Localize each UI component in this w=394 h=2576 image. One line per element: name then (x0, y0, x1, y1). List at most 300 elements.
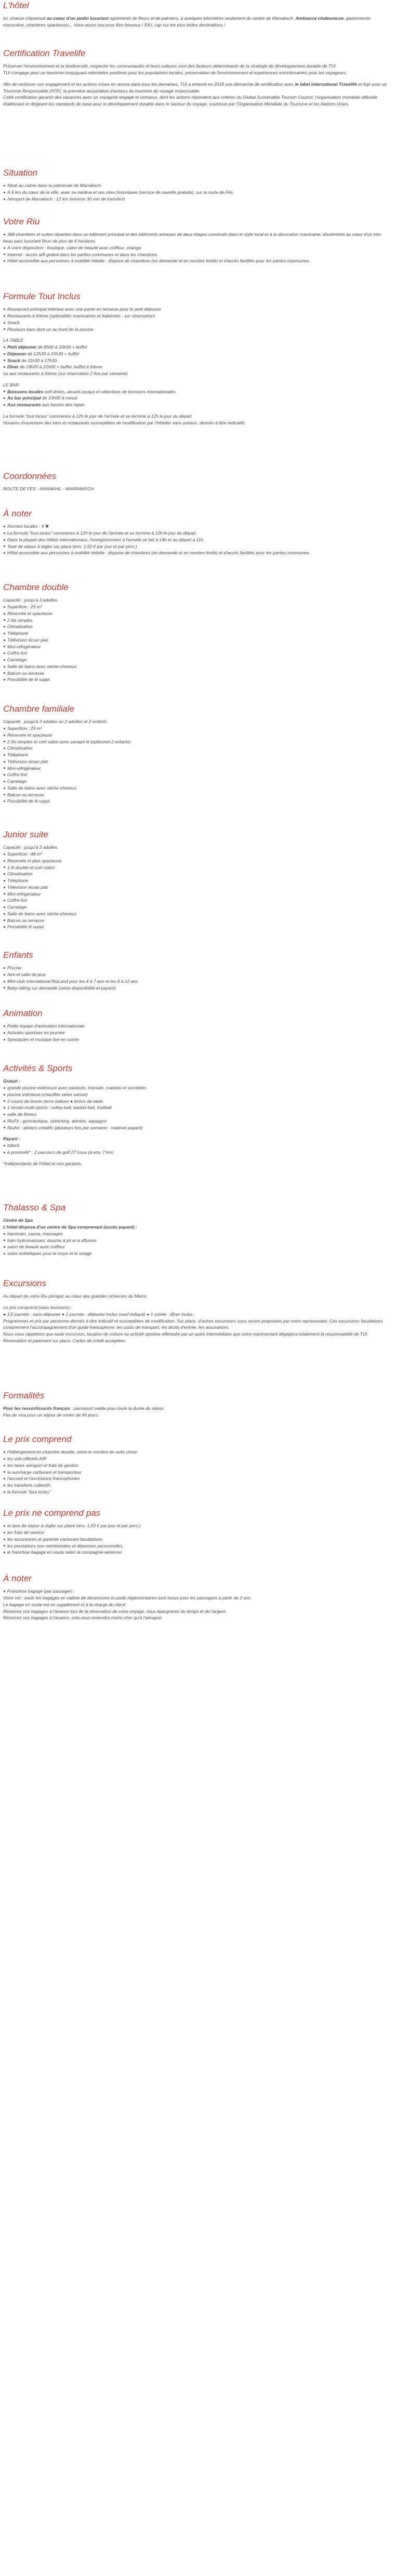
bullet-icon (4, 767, 5, 769)
list-item (3, 1469, 390, 1476)
text: Cette certification garantit des vacances avec un voyagiste engagé et vertueux, dont les actions répondent aux critères du Global Sustainable Tourism Council, l'organisation mondiale officielle établissant et dirigeant les standards de base pour le développement durable dans le secteur du voyage, soutenue par l'Organisation Mondiale du Tourisme et les Nations Unies. (3, 95, 377, 106)
list-item (3, 1118, 390, 1125)
list-item (3, 1543, 390, 1550)
text: Piscine (7, 965, 22, 971)
bullet-icon (4, 1451, 5, 1453)
text: salle de fitness (7, 1112, 37, 1117)
text: Snack (7, 319, 20, 325)
text: 388 chambres et suites réparties dans un bâtiment principal et des bâtiments annexes de deux étages construits dans le style local et à la décoration marocaine, disséminés au cœur d'un très beau parc luxuriant fleuri de plus de 6 hectares. (3, 232, 381, 244)
list-item (3, 864, 390, 871)
text: Coffre-fort (7, 898, 28, 903)
section-body (3, 718, 390, 805)
list-item (3, 1149, 390, 1156)
bold-text: Ambiance chaleureuse (295, 16, 344, 21)
text: Télévision écran plat (7, 884, 48, 890)
text: de 11h30 à 17h30 (20, 357, 57, 363)
list-item (3, 251, 390, 258)
text: Aire et salle de jeux (7, 972, 46, 977)
text: piscine intérieure (chauffée selon saison) (7, 1091, 88, 1097)
list-item (3, 344, 390, 351)
paragraph (3, 70, 390, 76)
section-title: Activités & Sports (3, 1063, 73, 1073)
text: ROUTE DE FÈS - ANNAKHIL - MARRAKECH (3, 486, 94, 492)
list-item (3, 1237, 390, 1244)
list-item (3, 326, 390, 333)
bullet-icon (4, 366, 5, 368)
bold-text: le label international Travelife (295, 81, 357, 87)
bullet-icon (4, 1458, 5, 1460)
bullet-list (3, 851, 390, 930)
text: Superficie : 48 m² (7, 851, 42, 857)
bullet-icon (4, 391, 5, 392)
text: Réservée et spacieuse (7, 732, 52, 738)
text: salon de beauté avec coiffeur (7, 1244, 65, 1250)
list-item (3, 650, 390, 657)
bullet-icon (4, 309, 5, 310)
section-title: Excursions (3, 1278, 47, 1288)
paragraph (3, 718, 390, 725)
bullet-icon (4, 906, 5, 908)
bullet-icon (4, 880, 5, 882)
bullet-icon (4, 1094, 5, 1096)
bullet-icon (4, 781, 5, 782)
bold-text: Petit déjeuner (7, 344, 37, 350)
bullet-list (3, 965, 390, 991)
text: Réservez vos bagages à l'avance lors de la réservation de votre voyage, vous épargnerez du temps et de l'argent. (3, 1608, 227, 1614)
section-title: L'hôtel (3, 1, 29, 10)
text: Carrelage (7, 904, 27, 910)
paragraph (3, 413, 390, 420)
bullet-icon (4, 1152, 5, 1153)
text: les transferts collectifs (7, 1483, 51, 1488)
list-item (3, 364, 390, 370)
text: Capacité : jusqu'à 3 adultes. (3, 845, 59, 850)
text: Restaurant principal intérieur avec une partie en terrasse pour le petit déjeuner (7, 306, 162, 312)
paragraph (3, 597, 390, 604)
list-item (3, 231, 390, 245)
bullet-icon (4, 646, 5, 647)
section-body (3, 1217, 390, 1257)
bullet-icon (4, 532, 5, 534)
list-item (3, 537, 390, 543)
text: de 12h30 à 15h30 + buffet (26, 351, 80, 356)
bullet-icon (4, 659, 5, 661)
text: les frais de service (7, 1530, 44, 1535)
list-item (3, 739, 390, 745)
list-item (3, 357, 390, 364)
bullet-icon (4, 606, 5, 608)
bullet-icon (4, 626, 5, 628)
list-item (3, 182, 390, 189)
section-a-noter-1 (3, 508, 390, 556)
text: LA TABLE (3, 338, 23, 343)
bullet-icon (4, 328, 5, 330)
section-formalites (3, 1390, 390, 1419)
list-item (3, 971, 390, 978)
list-item (3, 258, 390, 264)
bullet-icon (4, 619, 5, 621)
bullet-icon (4, 987, 5, 989)
text: les vols officiels A/R (7, 1456, 47, 1461)
bullet-icon (4, 247, 5, 249)
list-item (3, 765, 390, 772)
bullet-icon (4, 613, 5, 615)
text: RiuArt : ateliers créatifs (plusieurs fois par semaine - matériel payant) (7, 1125, 143, 1130)
bold-text: Snack (7, 357, 21, 363)
text: Normes locales : 4 ✱ (7, 524, 49, 529)
text: les assurances et garantie carburant facultatives (7, 1536, 102, 1542)
section-formule (3, 291, 390, 426)
bullet-icon (4, 552, 5, 554)
list-item (3, 1449, 390, 1456)
list-item (3, 1482, 390, 1489)
text: 2 lits simples (7, 617, 33, 623)
bullet-icon (4, 1478, 5, 1479)
text: billard (7, 1143, 19, 1148)
paragraph (3, 1318, 390, 1331)
list-item (3, 617, 390, 624)
list-item (3, 745, 390, 752)
text: Plusieurs bars dont un au bord de la piscine (7, 326, 94, 332)
list-item (3, 644, 390, 650)
list-item (3, 245, 390, 251)
paragraph (3, 1078, 390, 1085)
bullet-icon (4, 526, 5, 527)
list-item (3, 550, 390, 556)
list-item (3, 877, 390, 884)
text: soins esthétiques pour le corps et le visage (7, 1251, 92, 1256)
text: Hôtel accessible aux personnes à mobilité réduite : dispose de chambres (en demande et en nombre limité) et d'accès facilités pour les parties communes. (7, 258, 310, 264)
bullet-icon (4, 192, 5, 193)
bullet-icon (4, 1239, 5, 1241)
spacer (3, 1156, 390, 1160)
paragraph (3, 1224, 390, 1231)
list-item (3, 778, 390, 785)
bullet-icon (4, 322, 5, 324)
bullet-icon (4, 893, 5, 895)
bullet-icon (4, 397, 5, 399)
section-body (3, 523, 390, 556)
text: soft drinks, alcools locaux et sélections de boissons internationales (43, 389, 176, 394)
bullet-icon (4, 788, 5, 789)
section-votre-riu (3, 216, 390, 264)
paragraph (3, 1217, 390, 1224)
list-item (3, 1523, 390, 1529)
section-title: À noter (3, 1573, 32, 1583)
bullet-icon (4, 866, 5, 868)
bullet-icon (4, 926, 5, 928)
spacer (3, 408, 390, 413)
bold-text: Gratuit : (3, 1078, 21, 1084)
section-thalasso (3, 1202, 390, 1257)
bullet-icon (4, 1087, 5, 1089)
bullet-icon (4, 1246, 5, 1248)
list-item (3, 189, 390, 196)
bullet-list (3, 344, 390, 370)
list-item (3, 523, 390, 530)
section-title: Formalités (3, 1391, 45, 1400)
list-item (3, 785, 390, 792)
text: Capacité : jusqu'à 3 adultes ou 2 adultes et 2 enfants. (3, 719, 108, 725)
paragraph (3, 1608, 390, 1615)
spacer (3, 1131, 390, 1136)
section-excursions (3, 1278, 390, 1344)
text: Coffre-fort (7, 650, 28, 656)
list-item (3, 1125, 390, 1131)
list-item (3, 319, 390, 326)
paragraph (3, 1136, 390, 1142)
bullet-icon (4, 873, 5, 875)
paragraph (3, 1412, 390, 1419)
bullet-icon (4, 1100, 5, 1102)
text: Baby-sitting sur demande (selon disponibilité et payant) (7, 985, 116, 991)
paragraph (3, 1601, 390, 1608)
bullet-icon (4, 1471, 5, 1473)
text: 1 terrain multi-sports : volley-ball, basket-ball, football (7, 1105, 112, 1111)
bullet-icon (4, 672, 5, 674)
section-body (3, 1023, 390, 1043)
text: Taxe de séjour à régler sur place (env. 1,50 € par jour et par pers.). (7, 543, 138, 549)
bullet-icon (4, 1039, 5, 1040)
bullet-icon (4, 185, 5, 186)
section-title: Certification Travelife (3, 48, 86, 58)
bullet-icon (4, 1114, 5, 1115)
paragraph (3, 420, 390, 426)
list-item (3, 911, 390, 917)
bold-text: Dîner (7, 364, 19, 370)
list-item (3, 884, 390, 891)
bold-text: Boissons locales (7, 389, 44, 394)
text: 1 lit double et coin salon (7, 864, 55, 870)
bullet-icon (4, 1025, 5, 1027)
section-title: Votre Riu (3, 217, 40, 226)
section-a-noter-2 (3, 1573, 390, 1621)
section-situation (3, 167, 390, 203)
section-animation (3, 1008, 390, 1043)
text: Balcon ou terrasse (7, 792, 44, 797)
list-item (3, 758, 390, 765)
bold-text: Au bar principal (7, 395, 41, 401)
text: de 8h00 à 10h30 + buffet (36, 344, 87, 350)
paragraph (3, 486, 390, 492)
list-item (3, 1475, 390, 1482)
text: Franchise bagage (par passager) : (7, 1589, 75, 1594)
paragraph (3, 94, 390, 108)
text: RiuFit : gymnastique, stretching, aérobic, aquagym (7, 1118, 107, 1124)
bullet-list (3, 306, 390, 332)
list-item (3, 657, 390, 663)
bullet-list (3, 604, 390, 683)
bullet-list (3, 1588, 390, 1595)
bullet-icon (4, 1525, 5, 1527)
text: Petite équipe d'animation internationale (7, 1023, 85, 1029)
bullet-icon (4, 1253, 5, 1254)
text: les prestations non mentionnées et dépenses personnelles (7, 1543, 123, 1549)
bullet-icon (4, 735, 5, 736)
bullet-list (3, 389, 390, 408)
list-item (3, 1456, 390, 1462)
text: 2 courts de tennis (terre battue) ● tennis de table (7, 1098, 103, 1104)
text: Afin de renforcer son engagement et les actions mises en œuvre dans tous les domaines, TUI a entamé en 2018 une démarche de certification avec (3, 81, 295, 87)
paragraph (3, 1405, 390, 1412)
list-item (3, 676, 390, 683)
section-body (3, 844, 390, 930)
bullet-icon (4, 967, 5, 969)
list-item (3, 978, 390, 985)
text: : passeport valide pour toute la durée du séjour. (70, 1406, 165, 1411)
section-body (3, 1293, 390, 1344)
bullet-icon (4, 545, 5, 547)
text: Téléphone (7, 752, 29, 757)
text: Salle de bains avec sèche-cheveux (7, 911, 77, 916)
text: hammam, sauna, massages (7, 1231, 63, 1236)
paragraph (3, 1293, 390, 1300)
text: et Agir pour un Tourisme Responsable (ATR), la première association d'acteurs du tourisme du voyage responsable. (3, 81, 387, 94)
section-prix-comprend (3, 1434, 390, 1496)
section-title: Thalasso & Spa (3, 1203, 66, 1212)
section-body (3, 1078, 390, 1167)
section-title: Coordonnées (3, 471, 57, 481)
list-item (3, 798, 390, 805)
section-title: Junior suite (3, 830, 48, 839)
bullet-icon (4, 981, 5, 982)
text: de 19h00 à 22h00 + buffet, buffet à thème (18, 364, 102, 370)
list-item (3, 306, 390, 313)
list-item (3, 389, 390, 395)
text: , gastronomie marocaine, chambres spacieuses... Vous aurez tout pour être heureux ! RIU, cap sur les plus belles destinations ! (3, 16, 371, 28)
list-item (3, 1098, 390, 1105)
bold-text: Pour les ressortissants français (3, 1406, 70, 1411)
bullet-icon (4, 761, 5, 763)
text: la formule "tout inclus" (7, 1489, 51, 1494)
spacer (3, 332, 390, 337)
list-item (3, 623, 390, 630)
text: la taxe de séjour à régler sur place (env. 1,50 € par jour et par pers.) (7, 1523, 141, 1529)
bullet-list (3, 231, 390, 264)
section-chambre-familiale (3, 703, 390, 805)
bullet-icon (4, 728, 5, 729)
list-item (3, 1489, 390, 1496)
text: Capacité : jusqu'à 3 adultes. (3, 597, 59, 603)
bullet-icon (4, 1545, 5, 1546)
section-chambre-double (3, 582, 390, 683)
paragraph (3, 15, 390, 29)
bullet-list (3, 182, 390, 202)
list-item (3, 771, 390, 778)
text: Hôtel accessible aux personnes à mobilité réduite : dispose de chambres (en demande et en nombre limité) et d'accès facilités pour les parties communes. (7, 550, 310, 556)
list-item (3, 917, 390, 924)
section-body (3, 231, 390, 264)
list-item (3, 858, 390, 864)
text: Spectacles et musique live en soirée (7, 1036, 79, 1042)
text: À votre disposition : boutique, salon de beauté avec coiffeur, change. (7, 245, 142, 250)
section-title: Situation (3, 168, 38, 178)
list-item (3, 395, 390, 402)
paragraph (3, 63, 390, 70)
bullet-icon (4, 353, 5, 355)
list-item (3, 1250, 390, 1257)
text: Activités sportives en journée (7, 1030, 65, 1035)
bullet-icon (4, 748, 5, 749)
text: bain hydromassant, douche à jet et à affusion (7, 1237, 97, 1243)
text: Situé au calme dans la palmeraie de Marrakech. (7, 183, 102, 189)
section-body (3, 1523, 390, 1556)
list-item (3, 610, 390, 617)
section-body (3, 965, 390, 991)
bullet-icon (4, 794, 5, 795)
bullet-icon (4, 539, 5, 541)
text: le franchise bagage en soute selon la compagnie aérienne (7, 1550, 122, 1555)
spacer (3, 377, 390, 382)
text: Possibilité de lit suppl. (7, 677, 51, 683)
bullet-icon (4, 1127, 5, 1128)
section-hotel (3, 0, 390, 29)
text: La formule "tout inclus" commence à 12h le jour de l'arrivée et se termine à 12h le jour du départ. (7, 530, 197, 536)
list-item (3, 1036, 390, 1043)
list-item (3, 965, 390, 971)
bullet-icon (4, 404, 5, 406)
text: Préserver l'environnement et la biodiversité, respecter les communautés et leurs cultures sont des facteurs déterminants de la stratégie de développement durable de TUI. (3, 63, 337, 69)
text: Télévision écran plat (7, 758, 48, 764)
text: grande piscine extérieure avec parasols, transats, matelas et serviettes (7, 1085, 147, 1090)
list-item (3, 1104, 390, 1111)
text: Internet : accès wifi gratuit dans les parties communes et dans les chambres. (7, 251, 159, 257)
section-enfants (3, 950, 390, 991)
text: Téléphone (7, 631, 29, 636)
bullet-icon (4, 1532, 5, 1533)
paragraph (3, 1304, 390, 1311)
bullet-icon (4, 1491, 5, 1493)
text: Le bagage en soute est en supplément et à la charge du client. (3, 1601, 127, 1607)
section-title: Chambre familiale (3, 704, 74, 714)
section-body (3, 1449, 390, 1495)
bullet-icon (4, 359, 5, 361)
bullet-list (3, 1523, 390, 1556)
list-item (3, 630, 390, 637)
list-item (3, 924, 390, 930)
bullet-icon (4, 679, 5, 680)
paragraph (3, 1160, 390, 1167)
section-body (3, 15, 390, 29)
text: Dans la plupart des hôtels internationaux, l'enregistrement à l'arrivée se fait à 14h et au départ à 11h. (7, 537, 205, 542)
list-item (3, 1023, 390, 1030)
text: Coffre-fort (7, 772, 28, 778)
bullet-icon (4, 633, 5, 634)
section-title: Formule Tout Inclus (3, 291, 81, 301)
list-item (3, 637, 390, 644)
bullet-icon (4, 234, 5, 235)
text: Pas de visa pour un séjour de moins de 90 jours. (3, 1412, 99, 1418)
text: les taxes aéroport et frais de gestion (7, 1462, 79, 1468)
text: Climatisation (7, 745, 33, 751)
text: Réservez vos bagages à l'avance, cela vous reviendra moins cher qu'à l'aéroport. (3, 1615, 163, 1621)
text: TUI s'engage pour un tourisme conjuguant retombées positives pour les populations locales, préservation de l'environnement et expériences enrichissantes pour les voyageurs. (3, 70, 347, 75)
list-item (3, 604, 390, 610)
list-item (3, 891, 390, 898)
list-item (3, 351, 390, 357)
section-title: Le prix ne comprend pas (3, 1508, 101, 1518)
text: ● 1/2 journée : sans déjeuner ● 1 journée : déjeuner inclus (sauf indiqué) ● 1 soirée : dîner inclus. (3, 1311, 194, 1317)
section-body (3, 182, 390, 202)
section-body (3, 63, 390, 108)
bold-text: L'hôtel dispose d'un centre de Spa comprenant (accès payant) : (3, 1224, 137, 1230)
bullet-icon (4, 253, 5, 255)
list-item (3, 1529, 390, 1536)
bullet-list (3, 725, 390, 805)
list-item (3, 1536, 390, 1543)
bullet-icon (4, 974, 5, 976)
bullet-icon (4, 913, 5, 915)
